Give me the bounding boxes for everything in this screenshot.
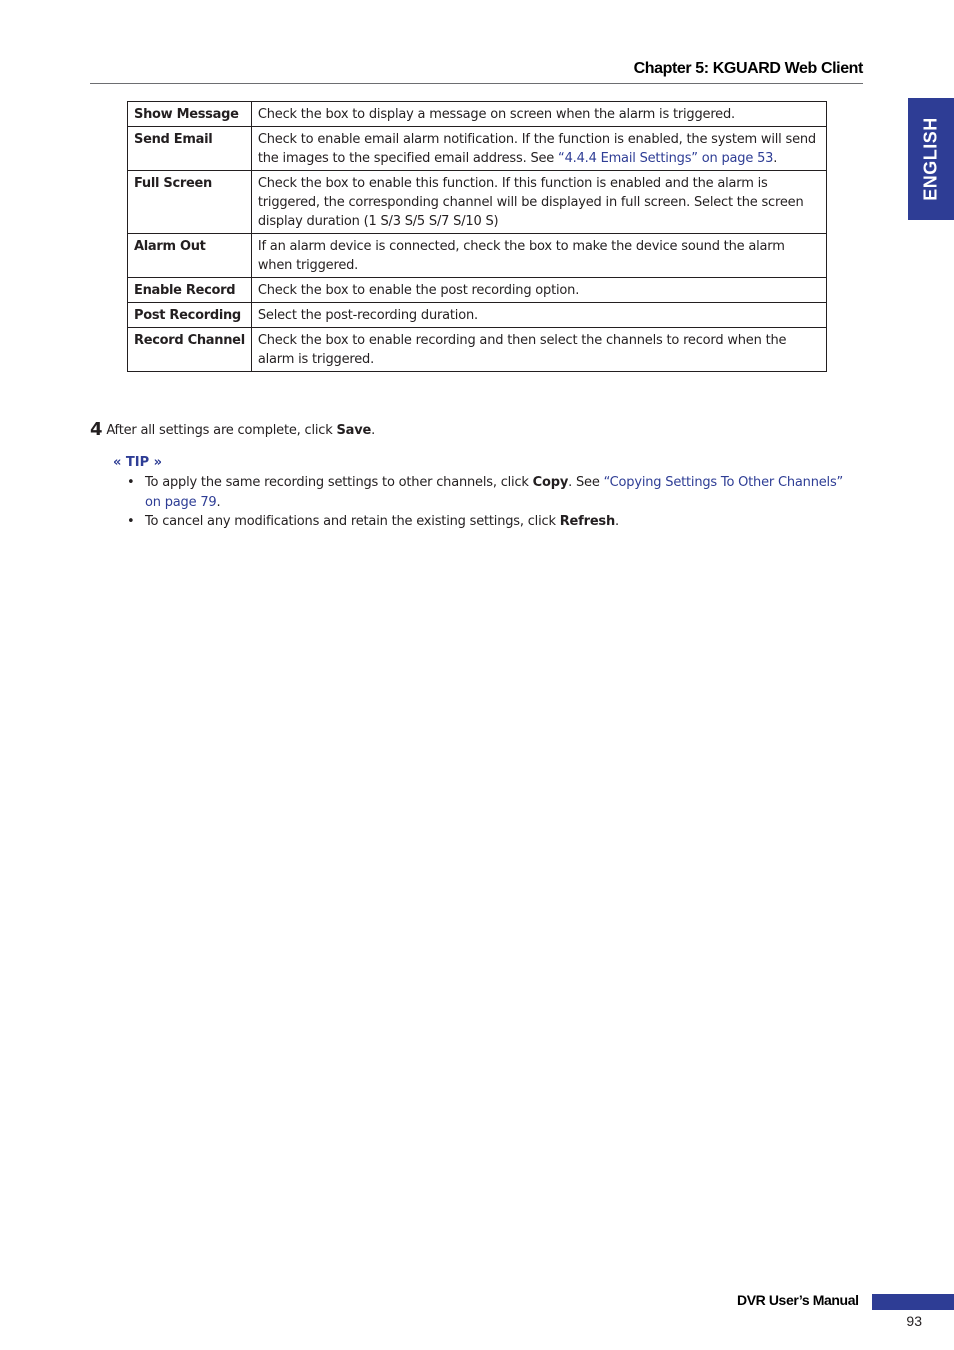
table-row [128, 278, 827, 303]
step-save-label: Save [336, 423, 372, 438]
setting-description: Select the post-recording duration. [251, 303, 826, 328]
table-row [128, 102, 827, 127]
language-tab [908, 98, 954, 220]
chapter-title: Chapter 5: KGUARD Web Client [633, 60, 863, 77]
setting-name: Alarm Out [128, 234, 252, 278]
setting-description: If an alarm device is connected, check the box to make the device sound the alarm when triggered. [251, 234, 826, 278]
step-instruction [90, 419, 375, 440]
setting-description-text: Check to enable email alarm notification. If the function is enabled, the system will send the images to the specified email address. See [257, 132, 816, 166]
tip-copy-label: Copy [532, 475, 569, 490]
tip-text: To apply the same recording settings to other channels, click [145, 475, 533, 490]
setting-description: Check the box to enable recording and then select the channels to record when the alarm is triggered. [251, 328, 826, 372]
email-settings-link[interactable]: “4.4.4 Email Settings” on page 53 [558, 151, 774, 166]
setting-description [251, 127, 826, 171]
setting-name: Enable Record [128, 278, 252, 303]
list-item [127, 473, 855, 512]
table-row [128, 127, 827, 171]
copying-settings-link[interactable]: “Copying Settings To Other Channels” on page 79 [145, 475, 844, 510]
tip-text-end: . [216, 494, 221, 510]
footer-manual-title: DVR User’s Manual [737, 1292, 859, 1308]
table-row [128, 171, 827, 234]
step-text: After all settings are complete, click [106, 423, 337, 438]
tip-text: To cancel any modifications and retain the existing settings, click [145, 514, 560, 529]
setting-name: Show Message [128, 102, 252, 127]
setting-name: Post Recording [128, 303, 252, 328]
setting-name: Send Email [128, 127, 252, 171]
step-number: 4 [90, 419, 103, 440]
tip-heading: « TIP » [113, 455, 163, 470]
table-row [128, 303, 827, 328]
tip-list [127, 473, 855, 532]
setting-name: Record Channel [128, 328, 252, 372]
setting-description-end: . [773, 151, 778, 166]
tip-text-mid: . See [568, 475, 604, 490]
setting-description: Check the box to enable the post recording option. [251, 278, 826, 303]
language-tab-label: ENGLISH [920, 117, 941, 201]
page-number: 93 [906, 1313, 922, 1329]
tip-refresh-label: Refresh [559, 514, 616, 529]
setting-name: Full Screen [128, 171, 252, 234]
tip-text-end: . [615, 514, 619, 529]
alarm-settings-table [127, 101, 827, 372]
table-row [128, 234, 827, 278]
step-text-end: . [371, 423, 376, 438]
setting-description: Check the box to display a message on screen when the alarm is triggered. [251, 102, 826, 127]
table-row [128, 328, 827, 372]
list-item [127, 512, 855, 532]
header-divider [90, 83, 863, 84]
footer-accent-bar [872, 1294, 954, 1310]
setting-description: Check the box to enable this function. If this function is enabled and the alarm is triggered, the corresponding channel will be displayed in full screen. Select the screen display duration (1 S/3 S/5 S/7 S/10 S) [251, 171, 826, 234]
